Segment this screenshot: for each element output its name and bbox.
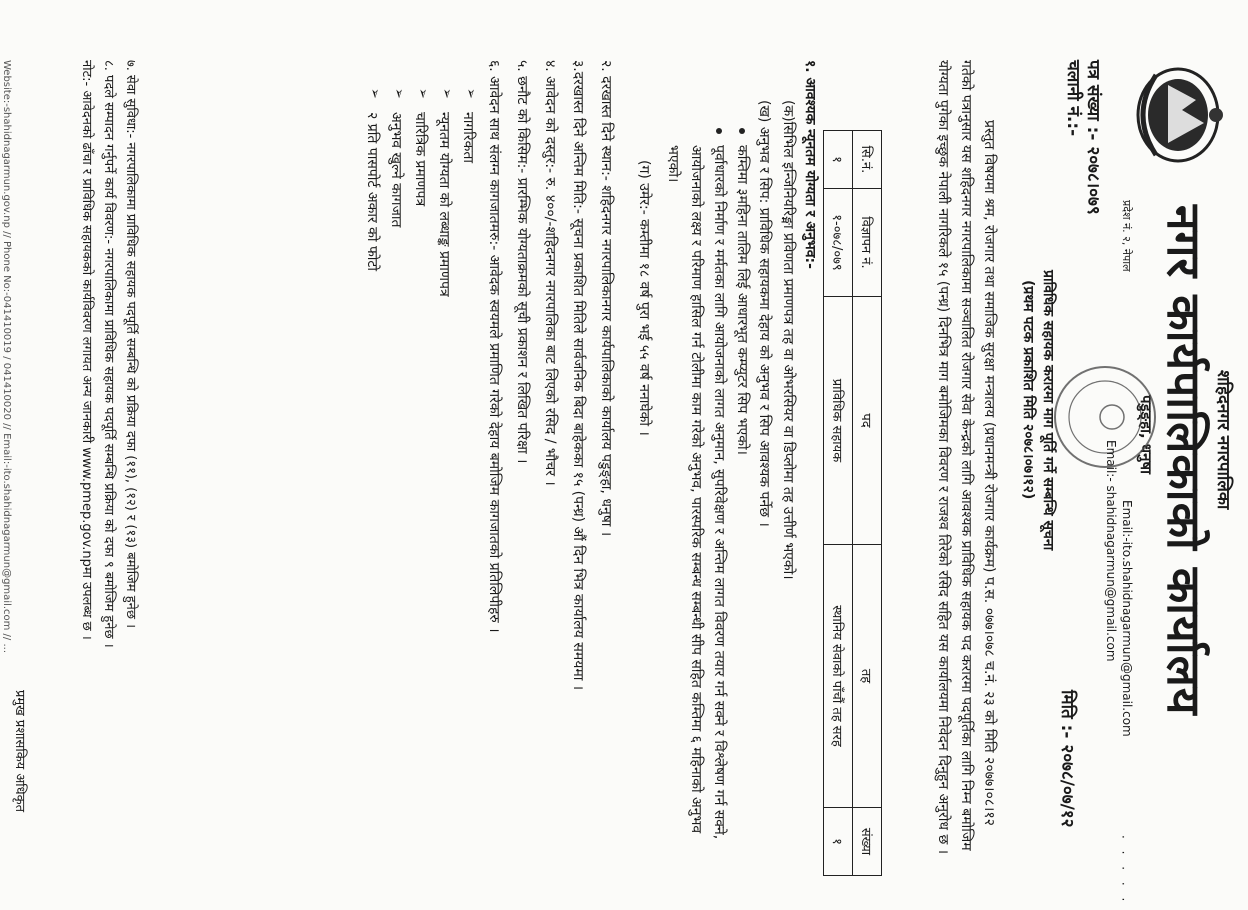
section-7: ७. सेवा सुविधा:- नगरपालिकामा प्राविधिक सहायक पदपूर्ति सम्बन्धि को प्रक्रिया दफा (११), (१२) र (१३) बमोजिम हुनेछ ।	[123, 60, 138, 628]
table-cell: स्थानिय सेवाको पाँचौं तह सरह	[824, 545, 853, 808]
header-dots: · · · · ·	[1116, 835, 1130, 906]
bullet-icon	[739, 128, 745, 134]
section-6: ६. आवेदन साथ संलग्न कागजातमरु:- आवेदक स्वयमले प्रमाणित गरेको देहाय बमोजिम कागजातको प्रतिलिपीहरु ।	[486, 60, 502, 633]
section-1c: (ग) उमेर:- कम्तीमा १८ वर्ष पुरा भई ५५ वर्ष ननाघेको ।	[636, 160, 652, 436]
section-4: ४. आवेदन को दस्तुर:- रु. ४००/-शहिदनगर नगरपालिका बाट लिएको रसिद / भौचर ।	[542, 60, 558, 486]
vacancy-table	[823, 130, 882, 876]
section-2: २. दरखास्त दिने स्थान:- शहिदनगर नगरपालिकानगर कार्यपालिकाको कार्यालय पडुङ्हा, धनुषा ।	[598, 60, 614, 537]
table-header-post: पद	[853, 297, 882, 545]
attachment-item: न्यूनतम योग्यता को लब्धाङ्क प्रमाणपत्र	[436, 112, 452, 297]
email-primary: Email:-ito.shahidnagarmun@gmail.com	[1120, 500, 1134, 737]
arrow-bullet-icon: ➢	[367, 88, 382, 99]
reference-number: पत्र संख्या :- २०७८।०७९	[1083, 60, 1103, 215]
office-stamp-icon	[1050, 362, 1160, 472]
notice-title: प्राविधिक सहायक करारमा माग पूर्ति गर्ने सम्बन्धि सूचना	[1040, 270, 1056, 551]
attachment-item: २ प्रति पासपोर्ट अकार को फोटो	[364, 112, 380, 272]
notice-subtitle: (प्रथम पटक प्रकाशित मिति २०७८।०७।१२)	[1020, 280, 1036, 500]
table-header-adno: विज्ञापन नं.	[853, 189, 882, 297]
arrow-bullet-icon: ➢	[463, 88, 478, 99]
email-secondary: Email:- shahidnagarmun@gmail.com	[1104, 440, 1118, 662]
note: नोट:- आवेदनको ढाँचा र प्राविधिक सहायकको कार्यविवरण लगायत अन्य जानकारी www.pmep.gov.npमा उपलब्ध छ ।	[79, 60, 94, 640]
table-header-level: तह	[853, 545, 882, 808]
footer-contact: Website:-shahidnagarmun.gov.np // Phone No:-041410019 / 041410020 // Email:-ito.shahidnagarmun@gmail.com // ...	[1, 60, 12, 654]
section-1b-item-2: पूर्वाधारको निर्माण र मर्मतका लागि आयोजनाको लागत अनुमान, सुपरिवेक्षण र अन्तिम लागत विवरण तयार गर्न सक्ने र विश्लेषण गर्न सक्ने, आयोजनाको लक्ष्य र परिमाण हासिल गर्न टोलीमा काम गरेको अनुभव, पारस्परिक सम्बन्ध सम्बन्धी सीप सहित कम्तिमा ६ महिनाको अनुभव भएको।	[665, 145, 727, 840]
section-1a: (क)सिभिल इन्जिनियरिङ्मा प्रविणता प्रमाणपत्र तह वा ओभरसियर वा डिप्लोमा तह उत्तीर्ण भएको।	[780, 100, 796, 580]
province-line: प्रदेश नं. २, नेपाल	[1120, 200, 1133, 272]
notice-body: प्रस्तुत विषयमा श्रम, रोजगार तथा समाजिक सुरक्षा मन्त्रालय (प्रधानमन्त्री रोजगार कार्यक्रम) प.स. ०७७।०७८ च.नं. २३ को मिति २०७७।०८।१२ गतेको पत्रानुसार यस शहिदनगर नगरपालिकामा सञ्चालित रोजगार सेवा केन्द्रको लागि आवश्यक प्राविधिक सहायक पद करारमा पदपूर्तिका लागि निम्न बमोजिम योग्यता पुगेका इच्छुक नेपाली नागरिकले १५ (पन्ध्र) दिनभित्र माग बमोजिमका विवरण र राजश्व तिरेको रसिद सहित यस कार्यालयमा निवेदन दिनुहुन अनुरोध छ ।	[935, 60, 997, 855]
table-cell: १	[824, 808, 853, 876]
signature-title: प्रमुख प्रशासकिय अधिकृत	[12, 690, 27, 813]
table-cell: १-०७८/०७९	[824, 189, 853, 297]
section-1b: (ख) अनुभव र सिप: प्राविधिक सहायकमा देहाय को अनुभव र सिप आवश्यक पर्नेछ ।	[756, 100, 772, 527]
dispatch-number: चलानी नं.:-	[1063, 60, 1083, 137]
arrow-bullet-icon: ➢	[391, 88, 406, 99]
municipality-name: शहिदनगर नगरपालिका	[1213, 370, 1233, 510]
arrow-bullet-icon: ➢	[415, 88, 430, 99]
arrow-bullet-icon: ➢	[439, 88, 454, 99]
table-header-count: संख्या	[853, 808, 882, 876]
section-1b-item-1: कम्तिमा ३महिना तालिम लिई आधारभूत कम्प्युटर सिप भएको।	[734, 145, 750, 455]
section-5: ५. छनौट को किसिम:- प्रारम्भिक योग्यताक्रमको सूची प्रकाशन र लिखित परिक्षा ।	[514, 60, 530, 464]
section-3: ३.दरखास्त दिने अन्तिम मिति:- सूचना प्रकाशित मितिले सार्वजनिक बिदा बाहेकका १५ (पन्ध्र) औं दिन भित्र कार्यालय समयमा ।	[570, 60, 586, 691]
section-8: ८. पदले सम्पादन गर्नुपर्ने कार्य विवरण:- नगरपालिकामा प्राविधिक सहायक पदपूर्ति सम्बन्धि प्रक्रिया को दफा ९ बमोजिम हुनेछ ।	[101, 60, 116, 648]
attachment-item: अनुभव खुल्ने कागजात	[388, 112, 404, 228]
attachment-item: नागरिकता	[460, 112, 476, 163]
office-location: पडुङ्हा, धनुषा	[1137, 395, 1155, 474]
nepal-emblem-icon	[1134, 65, 1226, 165]
notice-date: मिति :- २०७८/०७/१२	[1057, 690, 1077, 828]
table-cell: १	[824, 131, 853, 189]
table-cell: प्राविधिक सहायक	[824, 297, 853, 545]
table-row	[824, 131, 853, 876]
table-header-sn: सि.नं.	[853, 131, 882, 189]
bullet-icon	[716, 128, 722, 134]
table-header-row	[853, 131, 882, 876]
section-1-title: १. आवश्यक न्यूनतम योग्यता र अनुभव:-	[802, 60, 818, 269]
office-name: नगर कार्यपालिकाको कार्यालय	[1157, 205, 1211, 716]
attachment-item: चारित्रिक प्रमाणपत्र	[412, 112, 428, 207]
